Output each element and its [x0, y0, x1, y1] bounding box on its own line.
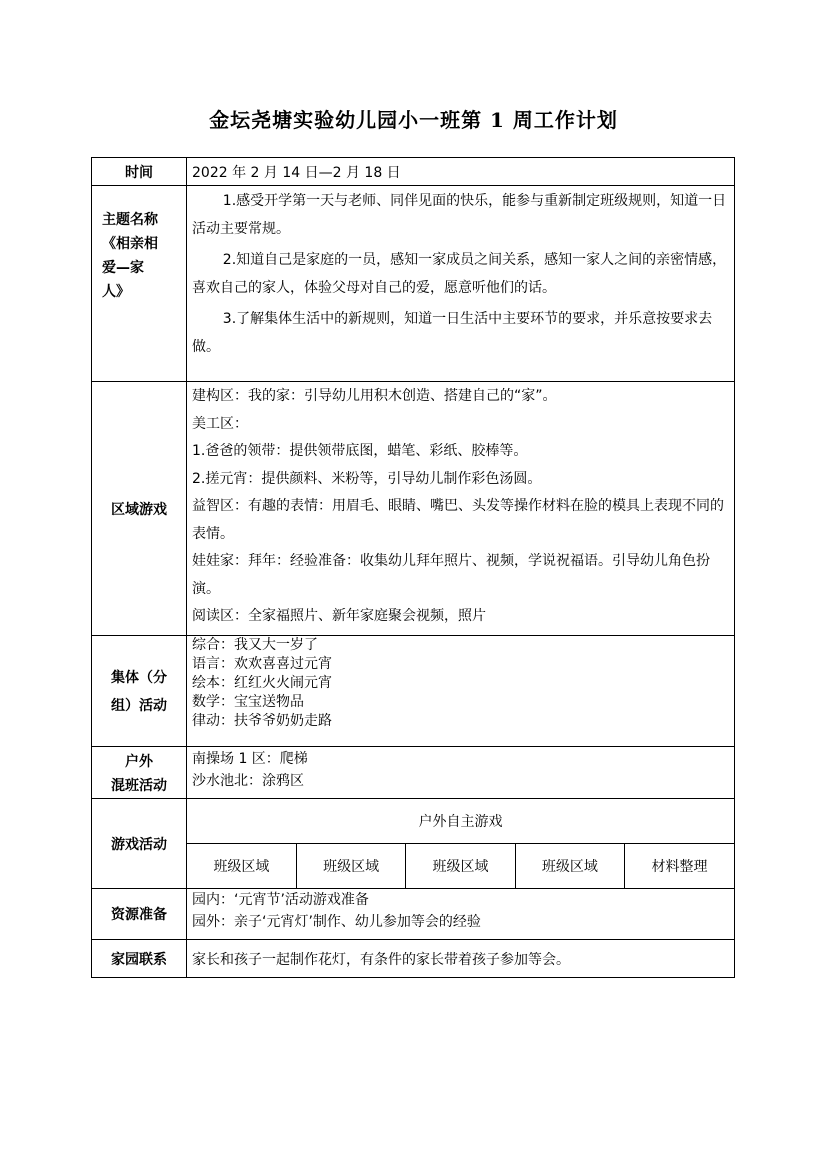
game-activity-top: 户外自主游戏	[187, 799, 734, 844]
group-activity-item: 语言：欢欢喜喜过元宵	[192, 656, 332, 672]
work-plan-table	[91, 157, 735, 978]
game-activity-grid	[187, 799, 734, 888]
outdoor-label-line: 混班活动	[111, 777, 167, 794]
theme-goal: 1.感受开学第一天与老师、同伴见面的快乐，能参与重新制定班级规则，知道一日活动主要常规。	[192, 193, 727, 237]
page-title: 金坛尧塘实验幼儿园小一班第 1 周工作计划	[209, 108, 618, 132]
resources-label: 资源准备	[92, 889, 187, 940]
home-school-text: 家长和孩子一起制作花灯，有条件的家长带着孩子参加等会。	[192, 951, 570, 968]
theme-label	[92, 186, 187, 382]
outdoor-row	[92, 747, 735, 799]
theme-row	[92, 186, 735, 382]
home-school-row	[92, 940, 735, 978]
game-slot: 班级区域	[515, 844, 624, 889]
game-slot: 班级区域	[406, 844, 515, 889]
outdoor-label	[92, 747, 187, 799]
group-activity-item: 数学：宝宝送物品	[192, 694, 304, 710]
game-slot: 班级区域	[296, 844, 405, 889]
area-game-line: 娃娃家：拜年：经验准备：收集幼儿拜年照片、视频，学说祝福语。引导幼儿角色扮演。	[192, 553, 710, 597]
group-activity-row	[92, 636, 735, 747]
area-game-line: 阅读区：全家福照片、新年家庭聚会视频，照片	[192, 608, 486, 624]
area-game-line: 1.爸爸的领带：提供领带底图，蜡笔、彩纸、胶棒等。	[192, 443, 528, 459]
group-label-line: 组）活动	[111, 698, 167, 714]
game-slot: 材料整理	[625, 844, 734, 889]
group-activity-label	[92, 636, 187, 747]
theme-label-line: 人》	[102, 284, 130, 300]
game-activity-label: 游戏活动	[92, 799, 187, 889]
outdoor-item: 沙水池北：涂鸦区	[192, 773, 304, 789]
area-games-label: 区域游戏	[92, 382, 187, 636]
resource-item: 园外：亲子‘元宵灯’制作、幼儿参加等会的经验	[192, 914, 481, 930]
time-value: 2022 年 2 月 14 日—2 月 18 日	[192, 164, 401, 181]
resources-row	[92, 889, 735, 940]
game-slot: 班级区域	[213, 859, 270, 875]
area-games-row	[92, 382, 735, 636]
time-row	[92, 158, 735, 186]
area-game-line: 2.搓元宵：提供颜料、米粉等，引导幼儿制作彩色汤圆。	[192, 470, 542, 487]
home-school-label: 家园联系	[92, 940, 187, 978]
theme-goal: 2.知道自己是家庭的一员，感知一家成员之间关系，感知一家人之间的亲密情感，喜欢自己的家人，体验父母对自己的爱，愿意听他们的话。	[192, 252, 727, 296]
area-game-line: 建构区：我的家：引导幼儿用积木创造、搭建自己的“家”。	[192, 388, 557, 404]
theme-label-line: 爱—家	[102, 260, 144, 276]
game-activity-row	[92, 799, 735, 889]
theme-goal: 3.了解集体生活中的新规则，知道一日生活中主要环节的要求，并乐意按要求去做。	[192, 311, 713, 355]
area-game-line: 益智区：有趣的表情：用眉毛、眼睛、嘴巴、头发等操作材料在脸的模具上表现不同的表情。	[192, 498, 724, 542]
resource-item: 园内：‘元宵节’活动游戏准备	[192, 892, 369, 908]
time-label: 时间	[92, 158, 187, 186]
theme-label-line: 主题名称	[102, 212, 158, 228]
outdoor-label-line: 户外	[125, 753, 153, 770]
group-label-line: 集体（分	[111, 670, 167, 686]
group-activity-item: 绘本：红红火火闹元宵	[192, 675, 332, 691]
theme-label-line: 《相亲相	[102, 236, 158, 252]
area-game-line: 美工区：	[192, 415, 248, 432]
outdoor-item: 南操场 1 区：爬梯	[192, 751, 308, 767]
group-activity-item: 律动：扶爷爷奶奶走路	[192, 713, 332, 729]
group-activity-item: 综合：我又大一岁了	[192, 637, 318, 653]
